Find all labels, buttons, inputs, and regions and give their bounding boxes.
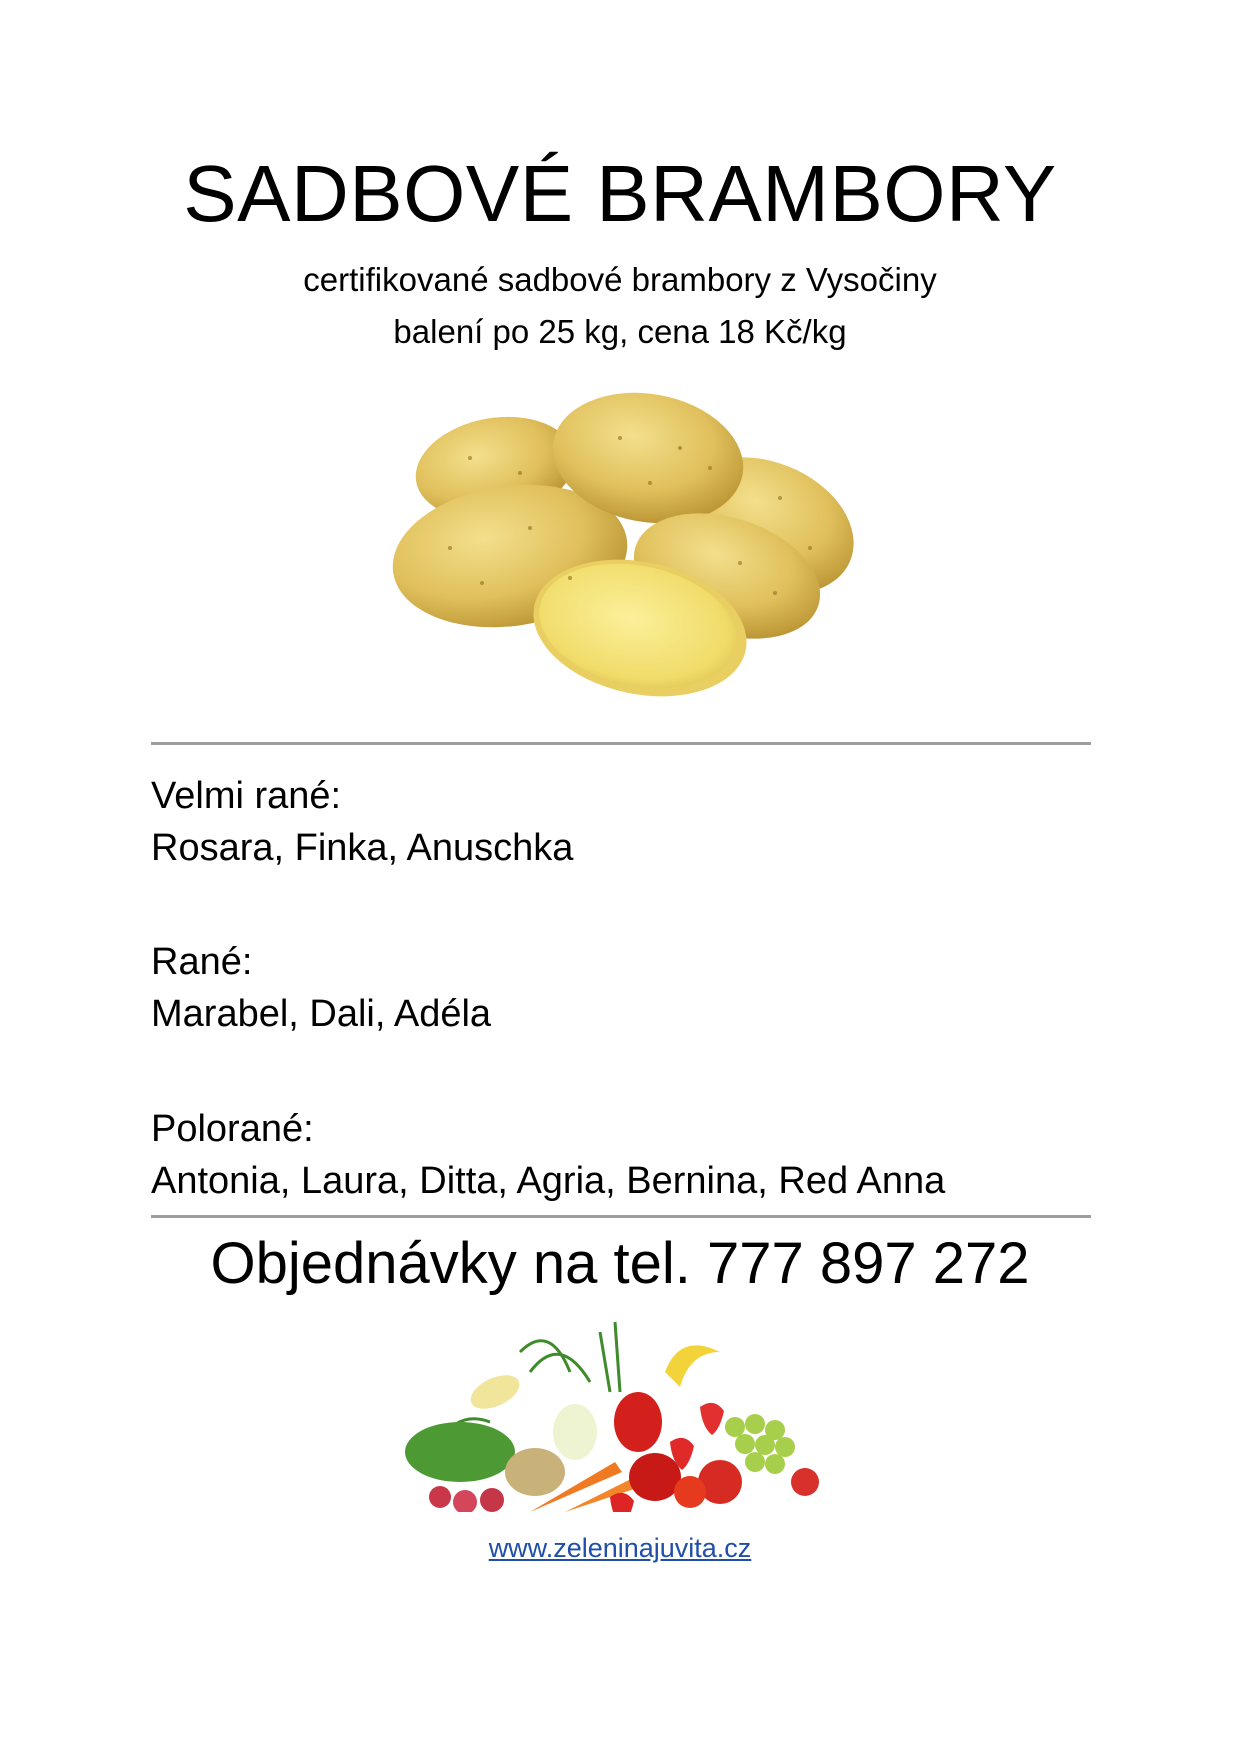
variety-group-semi-early	[151, 1103, 945, 1207]
variety-group-label: Polorané:	[151, 1108, 314, 1150]
variety-group-label: Velmi rané:	[151, 775, 342, 817]
variety-group-label: Rané:	[151, 941, 253, 983]
vegetables-image	[400, 1312, 840, 1512]
subtitle-certification: certifikované sadbové brambory z Vysočiny	[303, 261, 937, 298]
website-link-container	[0, 1530, 1240, 1566]
divider-bottom	[151, 1215, 1091, 1218]
variety-group-names: Rosara, Finka, Anuschka	[151, 827, 574, 869]
potatoes-image	[380, 378, 880, 700]
variety-group-names: Marabel, Dali, Adéla	[151, 993, 492, 1035]
variety-group-very-early	[151, 770, 573, 874]
order-phone: Objednávky na tel. 777 897 272	[210, 1231, 1030, 1296]
variety-group-early	[151, 936, 491, 1040]
page-title: SADBOVÉ BRAMBORY	[183, 149, 1057, 238]
website-link[interactable]: www.zeleninajuvita.cz	[488, 1533, 752, 1563]
subtitle-price: balení po 25 kg, cena 18 Kč/kg	[393, 313, 847, 350]
variety-group-names: Antonia, Laura, Ditta, Agria, Bernina, Red Anna	[151, 1160, 946, 1202]
divider-top	[151, 742, 1091, 745]
